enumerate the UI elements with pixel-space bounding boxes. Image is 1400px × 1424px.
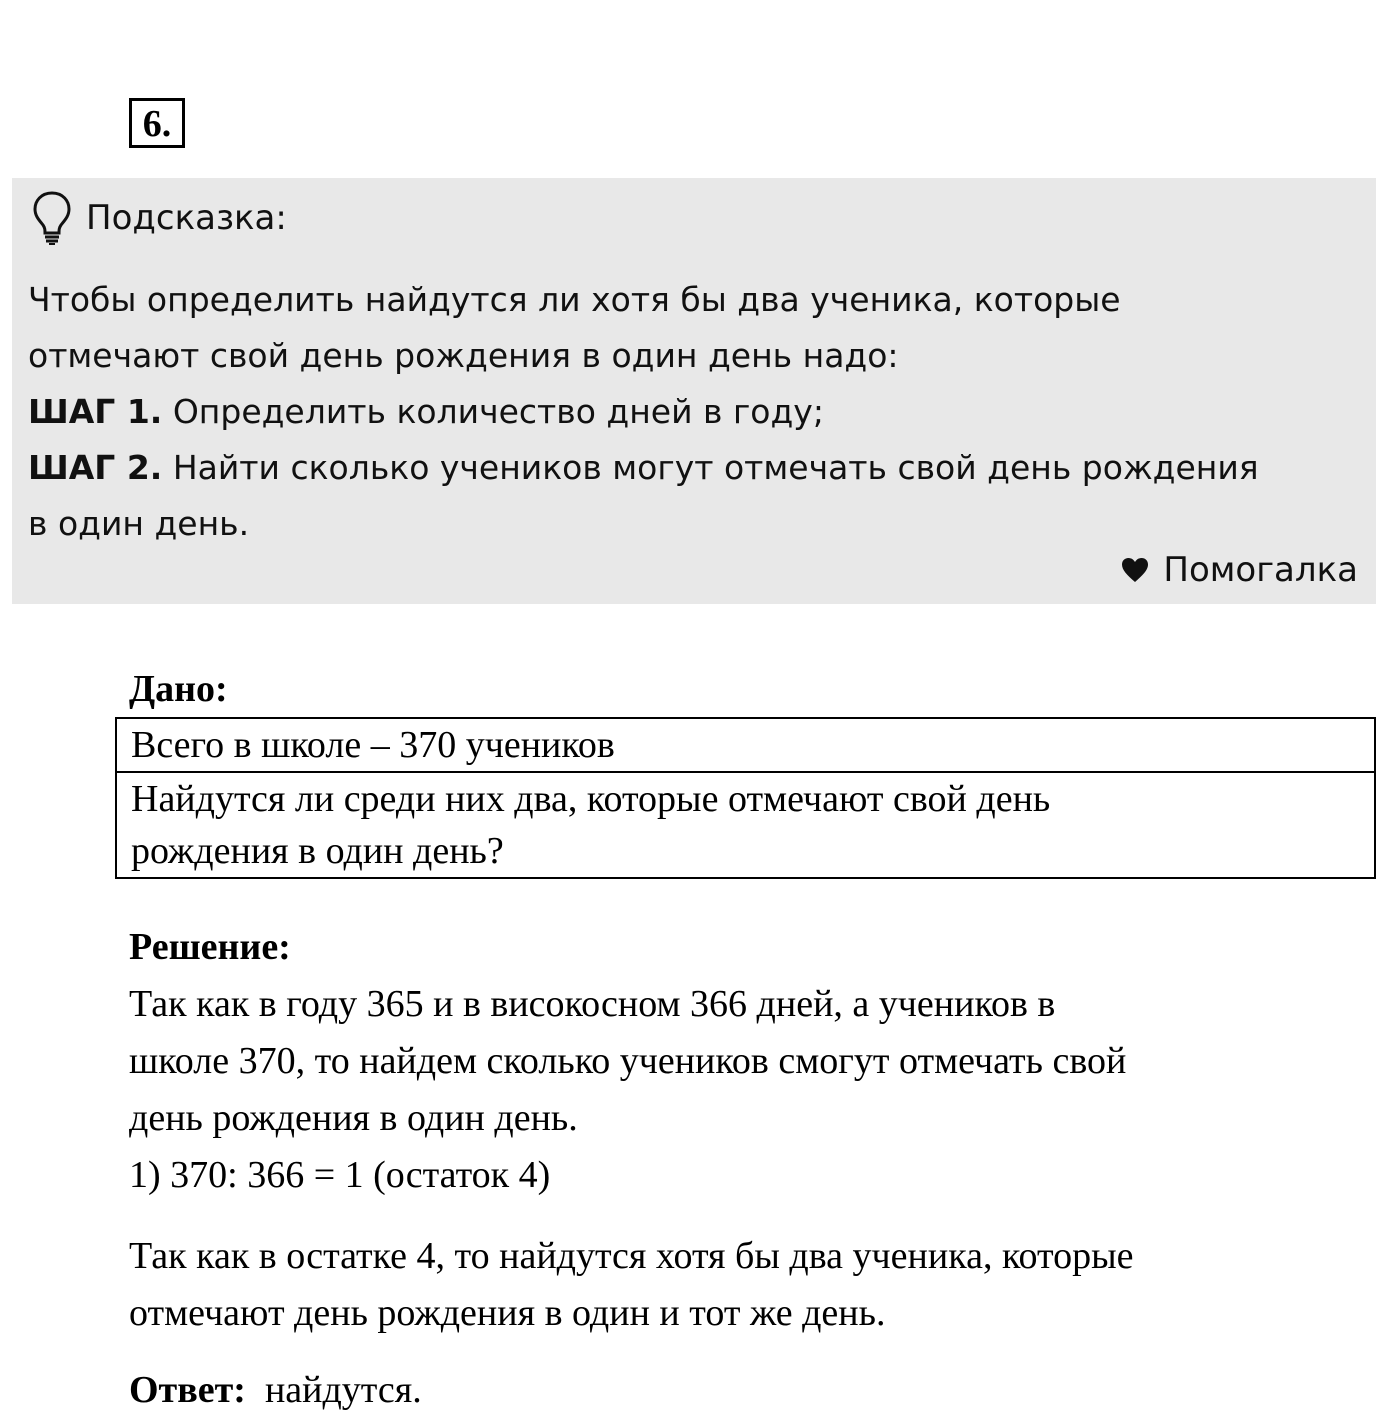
step-2-label: ШАГ 2. (28, 448, 163, 487)
step-2-text: Найти сколько учеников могут отмечать свой день рождения (162, 448, 1259, 487)
hint-title: Подсказка: (86, 198, 287, 238)
answer-label: Ответ: (129, 1369, 246, 1411)
hint-step-2-cont: в один день. (28, 504, 250, 543)
heart-icon (1121, 557, 1149, 583)
hint-line: Чтобы определить найдутся ли хотя бы два ученика, которые (28, 280, 1121, 319)
given-row-text: рождения в один день? (131, 830, 504, 872)
given-label: Дано: (129, 668, 228, 710)
solution-line: школе 370, то найдем сколько учеников смогут отмечать свой (129, 1040, 1127, 1082)
hint-line: отмечают свой день рождения в один день надо: (28, 336, 899, 375)
task-number: 6. (129, 98, 185, 148)
brand (1121, 550, 1358, 590)
solution-line: день рождения в один день. (129, 1097, 578, 1139)
given-row (117, 719, 1374, 771)
given-row-text: Всего в школе – 370 учеников (131, 724, 615, 766)
step-1-label: ШАГ 1. (28, 392, 163, 431)
step-1-text: Определить количество дней в году; (162, 392, 824, 431)
given-table (115, 717, 1376, 879)
hint-step-2 (28, 440, 1358, 496)
solution-equation: 1) 370: 366 = 1 (остаток 4) (129, 1154, 551, 1196)
hint-step-1 (28, 384, 1358, 440)
solution-line: Так как в году 365 и в високосном 366 дней, а учеников в (129, 983, 1056, 1025)
hint-header (32, 188, 287, 248)
given-row (117, 771, 1374, 877)
answer (129, 1362, 422, 1418)
brand-name: Помогалка (1163, 550, 1358, 590)
conclusion-text (129, 1228, 1369, 1342)
conclusion-line: отмечают день рождения в один и тот же день. (129, 1292, 886, 1334)
hint-box (12, 178, 1376, 604)
conclusion-line: Так как в остатке 4, то найдутся хотя бы два ученика, которые (129, 1235, 1134, 1277)
lightbulb-icon (32, 190, 72, 246)
hint-body (28, 272, 1358, 552)
solution-text (129, 976, 1369, 1204)
given-row-text: Найдутся ли среди них два, которые отмечают свой день (131, 778, 1051, 820)
solution-label: Решение: (129, 926, 291, 968)
answer-text: найдутся. (245, 1369, 422, 1411)
